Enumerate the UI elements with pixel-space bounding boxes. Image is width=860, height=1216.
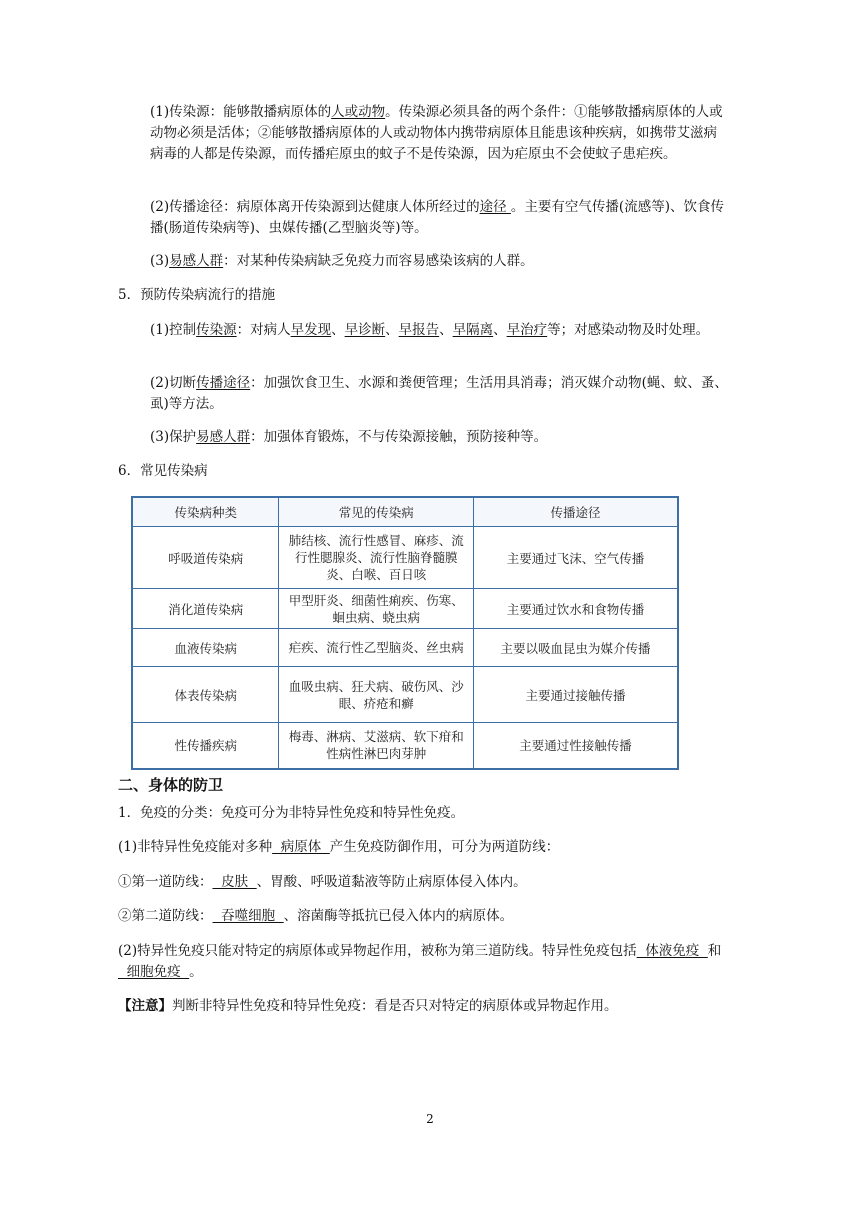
- paragraph-susceptible-group: [150, 251, 730, 272]
- underlined-term: 早治疗: [506, 322, 548, 338]
- text: ：对病人: [236, 322, 291, 338]
- paragraph-control-source: [150, 320, 730, 341]
- underlined-term: 早诊断: [344, 322, 386, 338]
- underlined-term: 传染源: [196, 322, 237, 338]
- text: 、胃酸、呼吸道黏液等防止病原体侵入体内。: [256, 874, 527, 890]
- text: 、溶菌酶等抵抗已侵入体内的病原体。: [283, 908, 514, 924]
- table-cell: 消化道传染病: [132, 589, 279, 629]
- paragraph-transmission-route: [150, 197, 730, 239]
- text: ：对某种传染病缺乏免疫力而容易感染该病的人群。: [223, 253, 534, 269]
- paragraph-protect-group: [150, 427, 730, 448]
- text: 判断非特异性免疫和特异性免疫：看是否只对特定的病原体或异物起作用。: [172, 998, 618, 1014]
- table-row: [132, 527, 678, 589]
- text: (2)特异性免疫只能对特定的病原体或异物起作用，被称为第三道防线。特异性免疫包括: [118, 943, 637, 959]
- table-cell: 肺结核、流行性感冒、麻疹、流行性腮腺炎、流行性脑脊髓膜炎、白喉、百日咳: [279, 527, 474, 589]
- table-cell: 主要通过性接触传播: [473, 723, 678, 769]
- text: (2)切断: [150, 375, 197, 391]
- heading-common-diseases: 6．常见传染病: [118, 463, 208, 479]
- paragraph-immunity-types: 1．免疫的分类：免疫可分为非特异性免疫和特异性免疫。: [118, 805, 465, 821]
- table-cell: 梅毒、淋病、艾滋病、软下疳和性病性淋巴肉芽肿: [279, 723, 474, 769]
- fill-blank-answer: 病原体: [272, 839, 330, 855]
- fill-blank-answer: 吞噬细胞: [212, 908, 284, 924]
- text: 产生免疫防御作用，可分为两道防线：: [329, 839, 560, 855]
- underlined-term: 易感人群: [196, 429, 251, 445]
- disease-table: [131, 496, 679, 770]
- paragraph-second-line: [118, 906, 738, 927]
- page-number: 2: [426, 1112, 434, 1126]
- text: (1)传染源：能够散播病原体的: [150, 104, 332, 120]
- text: 和: [707, 943, 722, 959]
- table-cell: 性传播疾病: [132, 723, 279, 769]
- text: 、: [493, 322, 507, 338]
- text: ①第一道防线：: [118, 874, 213, 890]
- table-cell: 甲型肝炎、细菌性痢疾、伤寒、蛔虫病、蛲虫病: [279, 589, 474, 629]
- text: 、: [331, 322, 345, 338]
- underlined-term: 早发现: [290, 322, 332, 338]
- fill-blank-answer: 细胞免疫: [118, 964, 190, 980]
- col-header-category: 传染病种类: [132, 497, 279, 527]
- paragraph-specific: [118, 941, 738, 983]
- section-title-defense: 二、身体的防卫: [118, 776, 224, 794]
- table-row: [132, 629, 678, 667]
- table-cell: 主要通过飞沫、空气传播: [473, 527, 678, 589]
- fill-blank-answer: 体液免疫: [636, 943, 708, 959]
- table-cell: 主要通过接触传播: [473, 667, 678, 723]
- text: ：加强饮食卫生、水源和粪便管理；生活用具消毒；消灭媒介动物(蝇、蚊、蚤、虱)等方法。: [150, 375, 728, 412]
- fill-blank-answer: 皮肤: [212, 874, 257, 890]
- text: (2)传播途径：病原体离开传染源到达健康人体所经过的: [150, 199, 480, 215]
- table-row: [132, 667, 678, 723]
- underlined-term: 早隔离: [452, 322, 494, 338]
- table-row: [132, 723, 678, 769]
- paragraph-cut-route: [150, 373, 730, 415]
- text: (1)控制: [150, 322, 197, 338]
- text: 、: [385, 322, 399, 338]
- text: 等；对感染动物及时处理。: [547, 322, 710, 338]
- table-cell: 疟疾、流行性乙型脑炎、丝虫病: [279, 629, 474, 667]
- heading-prevention-measures: 5．预防传染病流行的措施: [118, 287, 276, 303]
- paragraph-infection-source: [150, 102, 730, 165]
- table-header-row: [132, 497, 678, 527]
- text: 、: [439, 322, 453, 338]
- text: ②第二道防线：: [118, 908, 213, 924]
- text: (1)非特异性免疫能对多种: [118, 839, 273, 855]
- underlined-term: 传播途径: [196, 375, 251, 391]
- table-cell: 呼吸道传染病: [132, 527, 279, 589]
- table-cell: 体表传染病: [132, 667, 279, 723]
- table-cell: 血吸虫病、狂犬病、破伤风、沙眼、疥疮和癣: [279, 667, 474, 723]
- text: (3)保护: [150, 429, 197, 445]
- col-header-route: 传播途径: [473, 497, 678, 527]
- table-cell: 主要以吸血昆虫为媒介传播: [473, 629, 678, 667]
- table-cell: 主要通过饮水和食物传播: [473, 589, 678, 629]
- paragraph-nonspecific: [118, 837, 738, 858]
- paragraph-note: [118, 996, 738, 1017]
- underlined-term: 易感人群: [169, 253, 224, 269]
- col-header-diseases: 常见的传染病: [279, 497, 474, 527]
- underlined-term: 途径: [479, 199, 511, 215]
- text: 。传染源必须具备的两个条件：①能够散播病原体的人或动物必须是活体；②能够散播病原体的人或动物体内携带病原体且能患该种疾病，如携带艾滋病病毒的人都是传染源，而传播疟原虫的蚊子不是传染源，因为疟原虫不会使蚊子患疟疾。: [150, 104, 723, 162]
- text: 。: [189, 964, 203, 980]
- text: ：加强体育锻炼，不与传染源接触，预防接种等。: [250, 429, 548, 445]
- underlined-term: 人或动物: [331, 104, 386, 120]
- table-cell: 血液传染病: [132, 629, 279, 667]
- underlined-term: 早报告: [398, 322, 440, 338]
- text: (3): [150, 253, 170, 269]
- paragraph-first-line: [118, 872, 738, 893]
- note-tag: 【注意】: [118, 998, 172, 1014]
- text: 。主要有空气传播(流感等)、饮食传播(肠道传染病等)、虫媒传播(乙型脑炎等)等。: [150, 199, 724, 236]
- table-row: [132, 589, 678, 629]
